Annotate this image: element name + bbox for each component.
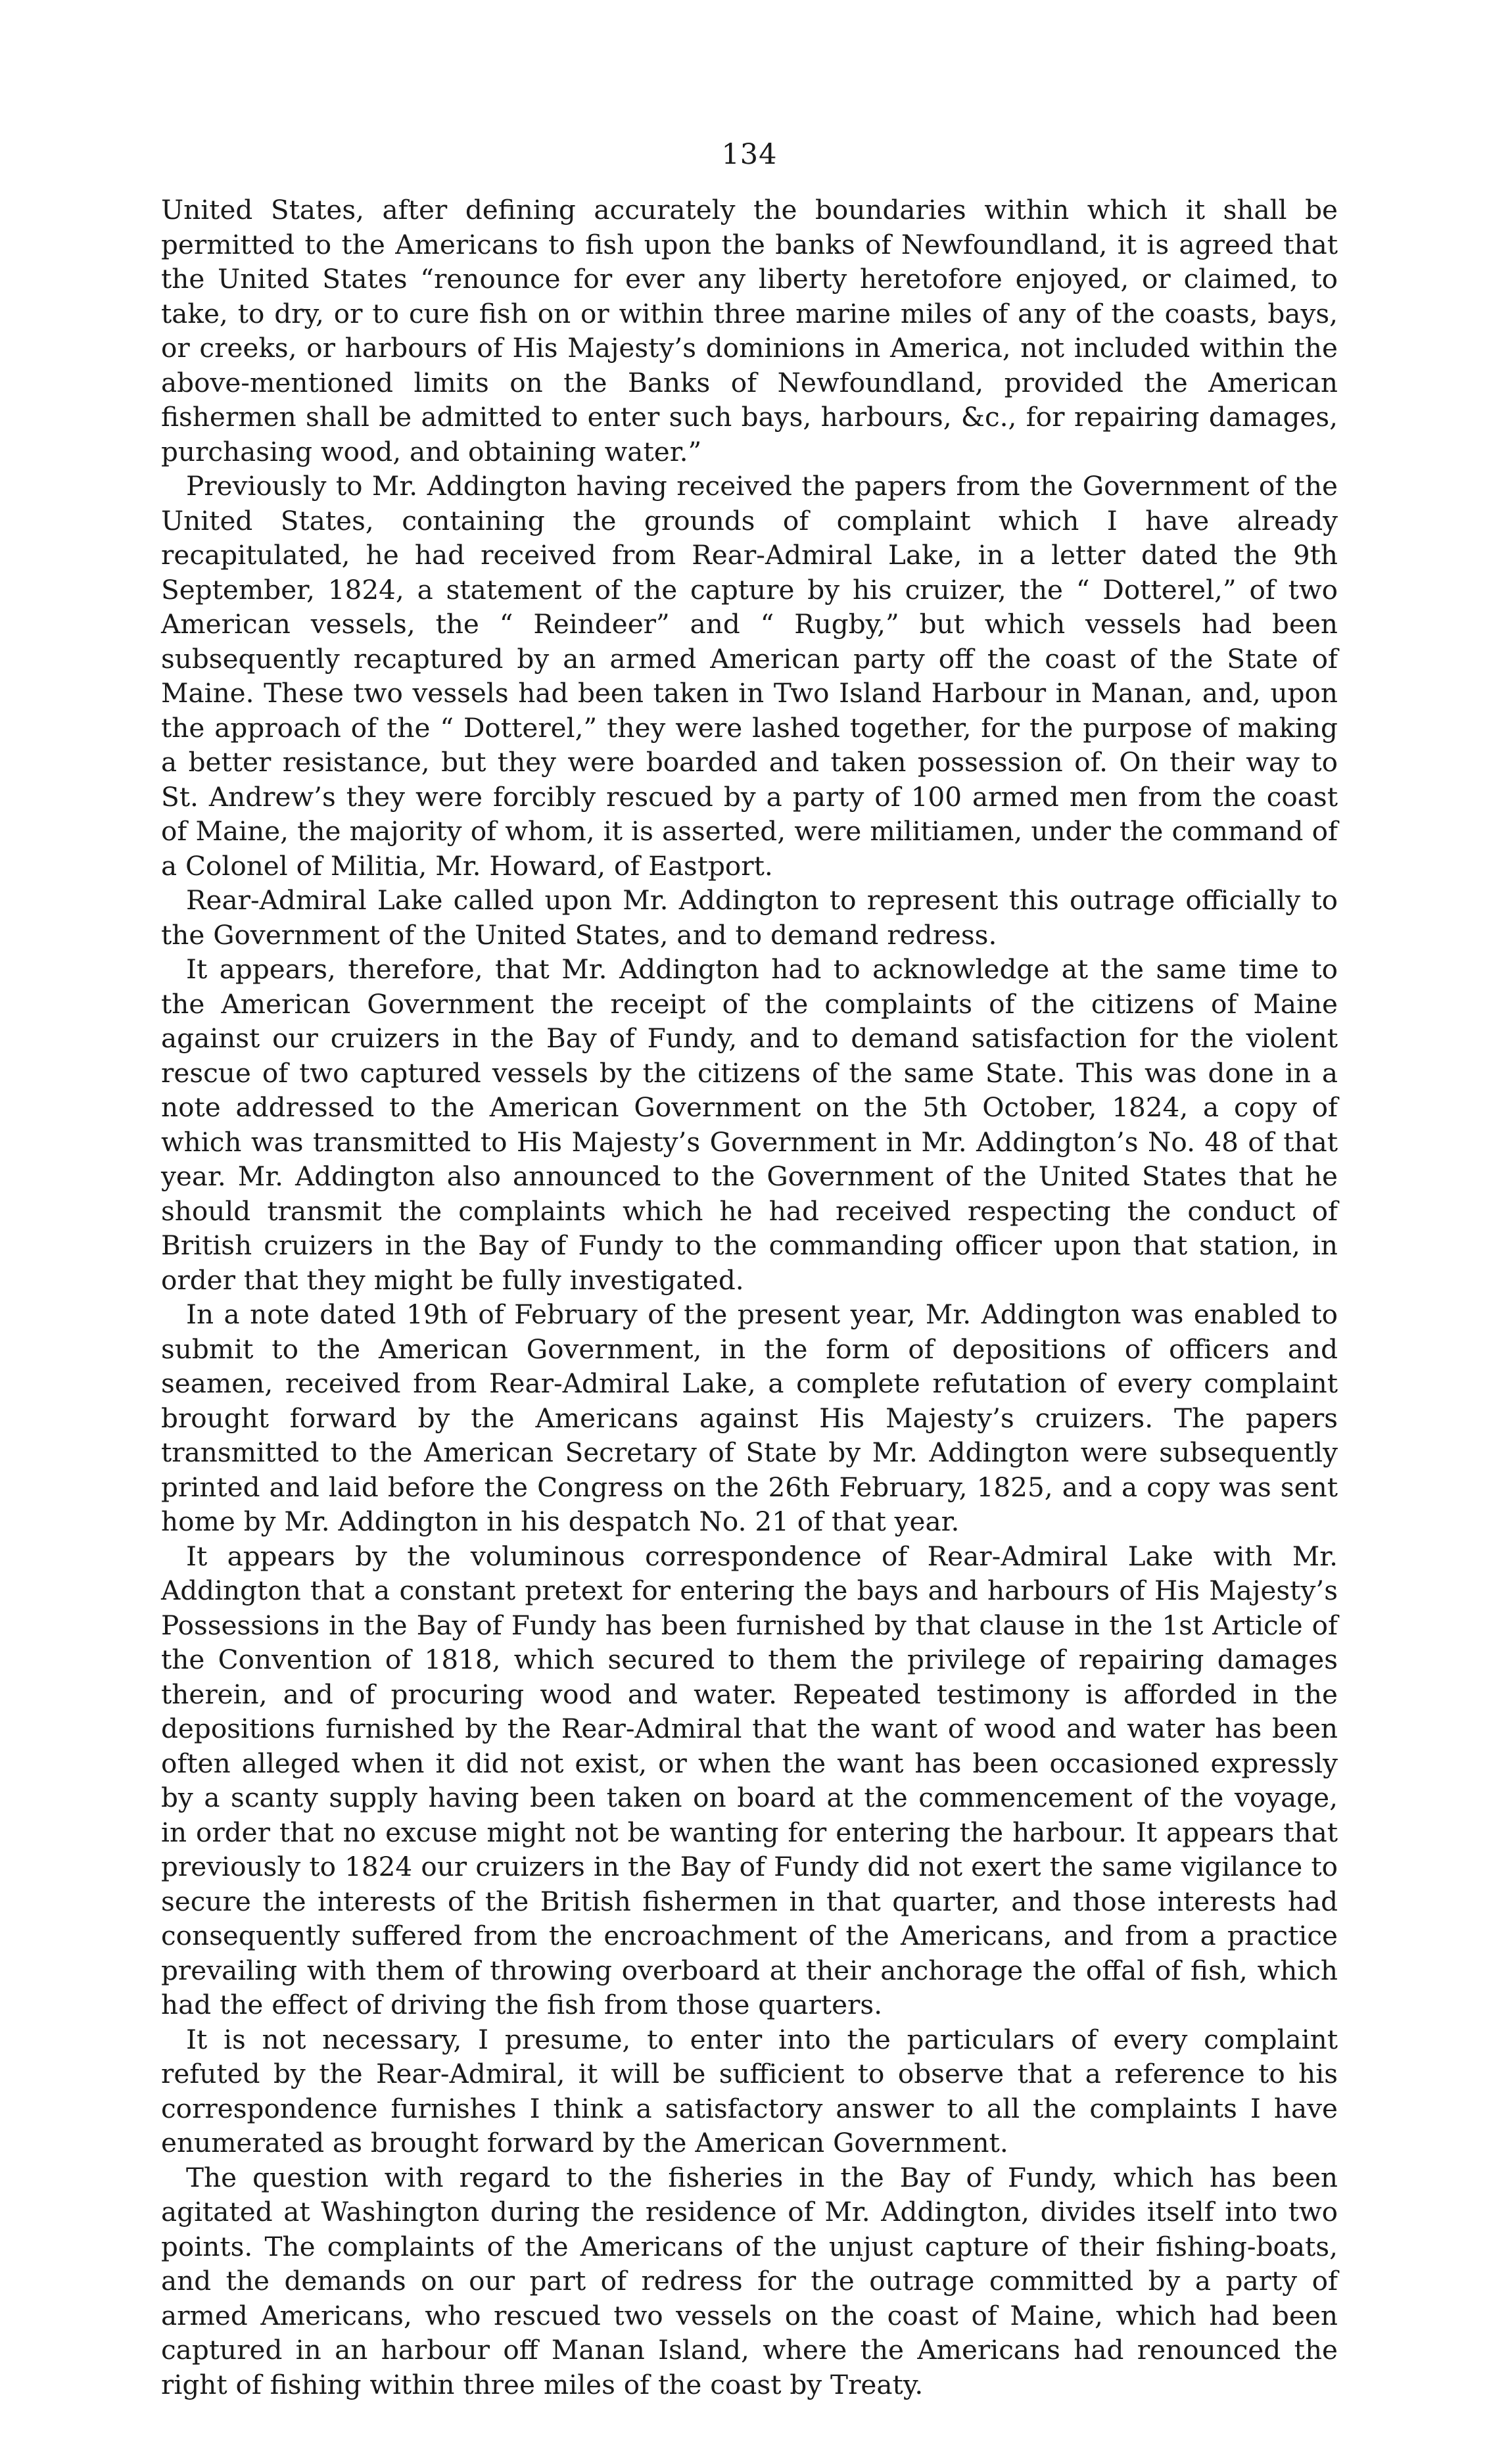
page-number: 134 (721, 138, 778, 171)
paragraph-8: The question with regard to the fisheries in the Bay of Fundy, which has been agitated at Washington during the residence of Mr. Addington, divides itself into two points. The complaints of the Americans of the unjust capture of their fishing-boats, and the demands on our part of redress for the outrage committed by a party of armed Americans, who rescued two vessels on the coast of Maine, which had been captured in an harbour off Manan Island, where the Americans had renounced the right of fishing within three miles of the coast by Treaty. (161, 2161, 1338, 2400)
paragraph-1: United States, after defining accurately the boundaries within which it shall be permitted to the Americans to fish upon the banks of Newfoundland, it is agreed that the United States “renounce for ever any liberty heretofore enjoyed, or claimed, to take, to dry, or to cure fish on or within three marine miles of any of the coasts, bays, or creeks, or harbours of His Majesty’s dominions in America, not included within the above-mentioned limits on the Banks of Newfoundland, provided the American fishermen shall be admitted to enter such bays, harbours, &c., for repairing damages, purchasing wood, and obtaining water.” (161, 194, 1338, 467)
document-page (161, 135, 1338, 2402)
paragraph-5: In a note dated 19th of February of the present year, Mr. Addington was enabled to submit to the American Government, in the form of depositions of officers and seamen, received from Rear-Admiral Lake, a complete refutation of every complaint brought forward by the Americans against His Majesty’s cruizers. The papers transmitted to the American Secretary of State by Mr. Addington were subsequently printed and laid before the Congress on the 26th February, 1825, and a copy was sent home by Mr. Addington in his despatch No. 21 of that year. (161, 1298, 1338, 1537)
paragraph-2: Previously to Mr. Addington having received the papers from the Government of the United States, containing the grounds of complaint which I have already recapitulated, he had received from Rear-Admiral Lake, in a letter dated the 9th September, 1824, a statement of the capture by his cruizer, the “ Dotterel,” of two American vessels, the “ Reindeer” and “ Rugby,” but which vessels had been subsequently recaptured by an armed American party off the coast of the State of Maine. These two vessels had been taken in Two Island Harbour in Manan, and, upon the approach of the “ Dotterel,” they were lashed together, for the purpose of making a better resistance, but they were boarded and taken possession of. On their way to St. Andrew’s they were forcibly rescued by a party of 100 armed men from the coast of Maine, the majority of whom, it is asserted, were militiamen, under the command of a Colonel of Militia, Mr. Howard, of Eastport. (161, 470, 1338, 882)
paragraph-4: It appears, therefore, that Mr. Addington had to acknowledge at the same time to the American Government the receipt of the complaints of the citizens of Maine against our cruizers in the Bay of Fundy, and to demand satisfaction for the violent rescue of two captured vessels by the citizens of the same State. This was done in a note addressed to the American Government on the 5th October, 1824, a copy of which was transmitted to His Majesty’s Government in Mr. Addington’s No. 48 of that year. Mr. Addington also announced to the Government of the United States that he should transmit the complaints which he had received respecting the conduct of British cruizers in the Bay of Fundy to the commanding officer upon that station, in order that they might be fully investigated. (161, 953, 1338, 1296)
paragraph-7: It is not necessary, I presume, to enter into the particulars of every complaint refuted by the Rear-Admiral, it will be sufficient to observe that a reference to his correspondence furnishes I think a satisfactory answer to all the complaints I have enumerated as brought forward by the American Government. (161, 2023, 1338, 2158)
paragraph-3: Rear-Admiral Lake called upon Mr. Addington to represent this outrage officially to the Government of the United States, and to demand redress. (161, 884, 1338, 951)
paragraph-6: It appears by the voluminous correspondence of Rear-Admiral Lake with Mr. Addington that a constant pretext for entering the bays and harbours of His Majesty’s Possessions in the Bay of Fundy has been furnished by that clause in the 1st Article of the Convention of 1818, which secured to them the privilege of repairing damages therein, and of procuring wood and water. Repeated testimony is afforded in the depositions furnished by the Rear-Admiral that the want of wood and water has been often alleged when it did not exist, or when the want has been occasioned expressly by a scanty supply having been taken on board at the commencement of the voyage, in order that no excuse might not be wanting for entering the harbour. It appears that previously to 1824 our cruizers in the Bay of Fundy did not exert the same vigilance to secure the interests of the British fishermen in that quarter, and those interests had consequently suffered from the encroachment of the Americans, and from a practice prevailing with them of throwing overboard at their anchorage the offal of fish, which had the effect of driving the fish from those quarters. (161, 1540, 1338, 2020)
